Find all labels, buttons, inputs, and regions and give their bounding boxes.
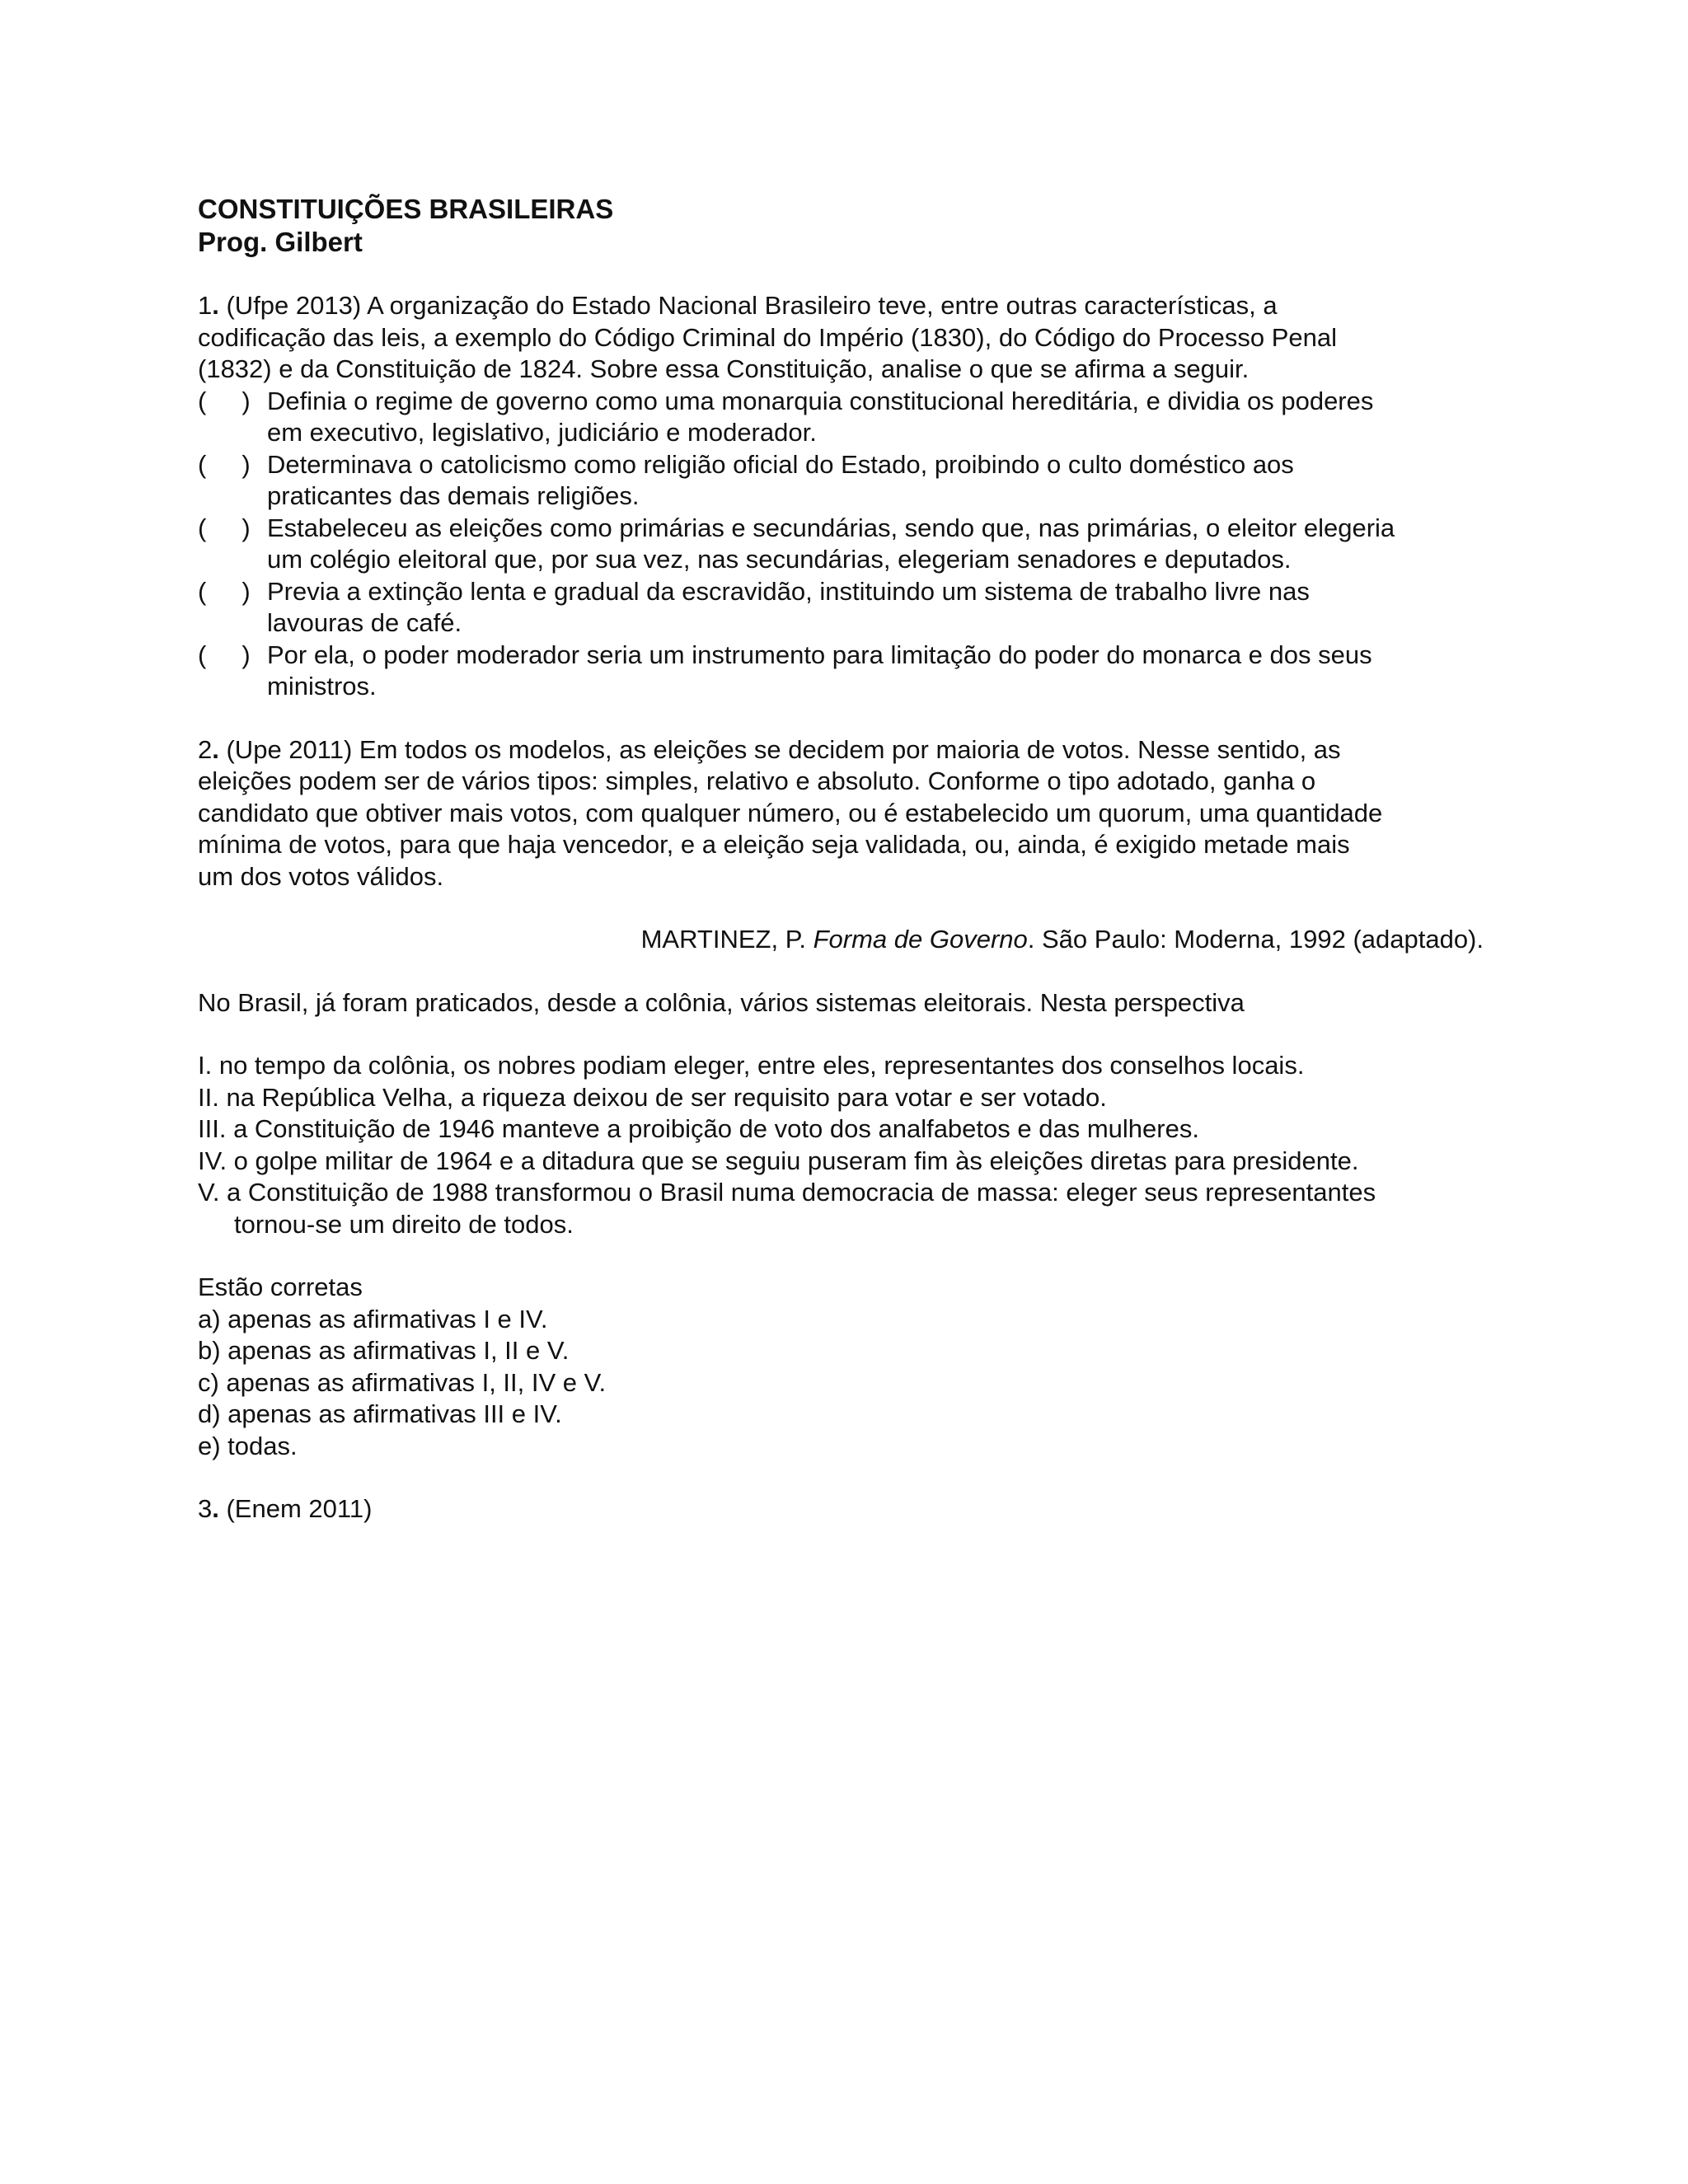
answer-blank-parentheses: ( ): [198, 449, 251, 479]
question-1-intro-text: (Ufpe 2013) A organização do Estado Nacional Brasileiro teve, entre outras características, a: [218, 291, 1278, 320]
question-number-dot: .: [212, 734, 219, 764]
answer-blank-parentheses: ( ): [198, 513, 251, 542]
statement-line: I. no tempo da colônia, os nobres podiam eleger, entre eles, representantes dos conselhos locais.: [198, 1051, 1305, 1080]
question-2-prompt: No Brasil, já foram praticados, desde a colônia, vários sistemas eleitorais. Nesta perspectiva: [198, 987, 1245, 1017]
question-3-intro-line: [198, 1493, 1484, 1526]
true-false-item: [198, 576, 1484, 640]
statement-line: III. a Constituição de 1946 manteve a proibição de voto dos analfabetos e das mulheres.: [198, 1114, 1199, 1143]
question-2-intro-text: (Upe 2011) Em todos os modelos, as eleições se decidem por maioria de votos. Nesse sentido, as: [218, 734, 1341, 764]
question-number-dot: .: [212, 1494, 219, 1523]
true-false-item: [198, 386, 1484, 449]
question-2-intro-line: eleições podem ser de vários tipos: simples, relativo e absoluto. Conforme o tipo adotado, ganha o: [198, 766, 1316, 795]
true-false-item: [198, 449, 1484, 513]
citation-author: MARTINEZ, P.: [640, 925, 814, 954]
answer-blank-parentheses: ( ): [198, 386, 251, 415]
answer-prompt: Estão corretas: [198, 1272, 363, 1301]
question-2-intro-line: candidato que obtiver mais votos, com qualquer número, ou é estabelecido um quorum, uma quantidade: [198, 798, 1383, 827]
citation-work-title: Forma de Governo: [813, 925, 1028, 954]
item-text-line: lavouras de café.: [267, 608, 462, 637]
question-1-intro-line: (1832) e da Constituição de 1824. Sobre essa Constituição, analise o que se afirma a seguir.: [198, 354, 1250, 383]
answer-option: b) apenas as afirmativas I, II e V.: [198, 1336, 570, 1365]
item-text-line: ministros.: [267, 672, 377, 701]
statement-line: IV. o golpe militar de 1964 e a ditadura que se seguiu puseram fim às eleições diretas para presidente.: [198, 1146, 1359, 1175]
question-2: [198, 734, 1484, 1463]
citation-publication: . São Paulo: Moderna, 1992 (adaptado).: [1027, 925, 1484, 954]
document-content: [198, 193, 1484, 1526]
answer-option: c) apenas as afirmativas I, II, IV e V.: [198, 1367, 607, 1397]
item-text-line: praticantes das demais religiões.: [267, 481, 640, 510]
true-false-item: [198, 640, 1484, 703]
statement-line: tornou-se um direito de todos.: [234, 1209, 574, 1239]
question-1-intro-line: [198, 290, 1484, 322]
question-number-dot: .: [212, 291, 219, 320]
question-1-intro-line: codificação das leis, a exemplo do Código Criminal do Império (1830), do Código do Processo Penal: [198, 322, 1337, 352]
item-text-line: Estabeleceu as eleições como primárias e secundárias, sendo que, nas primárias, o eleitor elegeria: [267, 513, 1395, 542]
answer-option: a) apenas as afirmativas I e IV.: [198, 1304, 548, 1333]
question-1: [198, 290, 1484, 703]
document-title: CONSTITUIÇÕES BRASILEIRAS: [198, 194, 614, 224]
question-3-intro-text: (Enem 2011): [218, 1494, 373, 1523]
answer-option: e) todas.: [198, 1431, 298, 1460]
statement-item: [198, 1050, 1484, 1082]
document-author: Prog. Gilbert: [198, 227, 363, 257]
item-text-line: Por ela, o poder moderador seria um instrumento para limitação do poder do monarca e dos seus: [267, 640, 1372, 669]
document-header: [198, 193, 1484, 259]
item-text-line: em executivo, legislativo, judiciário e moderador.: [267, 418, 817, 447]
question-3: [198, 1493, 1484, 1526]
item-text-line: Definia o regime de governo como uma monarquia constitucional hereditária, e dividia os poderes: [267, 386, 1374, 415]
true-false-item: [198, 513, 1484, 576]
item-text-line: Determinava o catolicismo como religião oficial do Estado, proibindo o culto doméstico aos: [267, 449, 1294, 479]
item-text-line: Previa a extinção lenta e gradual da escravidão, instituindo um sistema de trabalho livre nas: [267, 576, 1310, 606]
question-2-intro-line: mínima de votos, para que haja vencedor, e a eleição seja validada, ou, ainda, é exigido metade mais: [198, 830, 1350, 859]
source-citation: [198, 924, 1484, 956]
question-2-intro-line: um dos votos válidos.: [198, 861, 444, 891]
answer-blank-parentheses: ( ): [198, 576, 251, 606]
statement-line: V. a Constituição de 1988 transformou o Brasil numa democracia de massa: eleger seus representantes: [198, 1178, 1376, 1207]
question-number: 1: [198, 291, 213, 320]
question-2-intro-line: [198, 734, 1484, 766]
statement-item: [198, 1082, 1484, 1114]
answer-blank-parentheses: ( ): [198, 640, 251, 669]
statement-item: [198, 1177, 1484, 1240]
statement-line: II. na República Velha, a riqueza deixou de ser requisito para votar e ser votado.: [198, 1082, 1107, 1112]
question-number: 3: [198, 1494, 213, 1523]
statement-item: [198, 1146, 1484, 1178]
item-text-line: um colégio eleitoral que, por sua vez, nas secundárias, elegeriam senadores e deputados.: [267, 545, 1292, 574]
statement-item: [198, 1113, 1484, 1146]
answer-option: d) apenas as afirmativas III e IV.: [198, 1399, 562, 1428]
question-number: 2: [198, 734, 213, 764]
